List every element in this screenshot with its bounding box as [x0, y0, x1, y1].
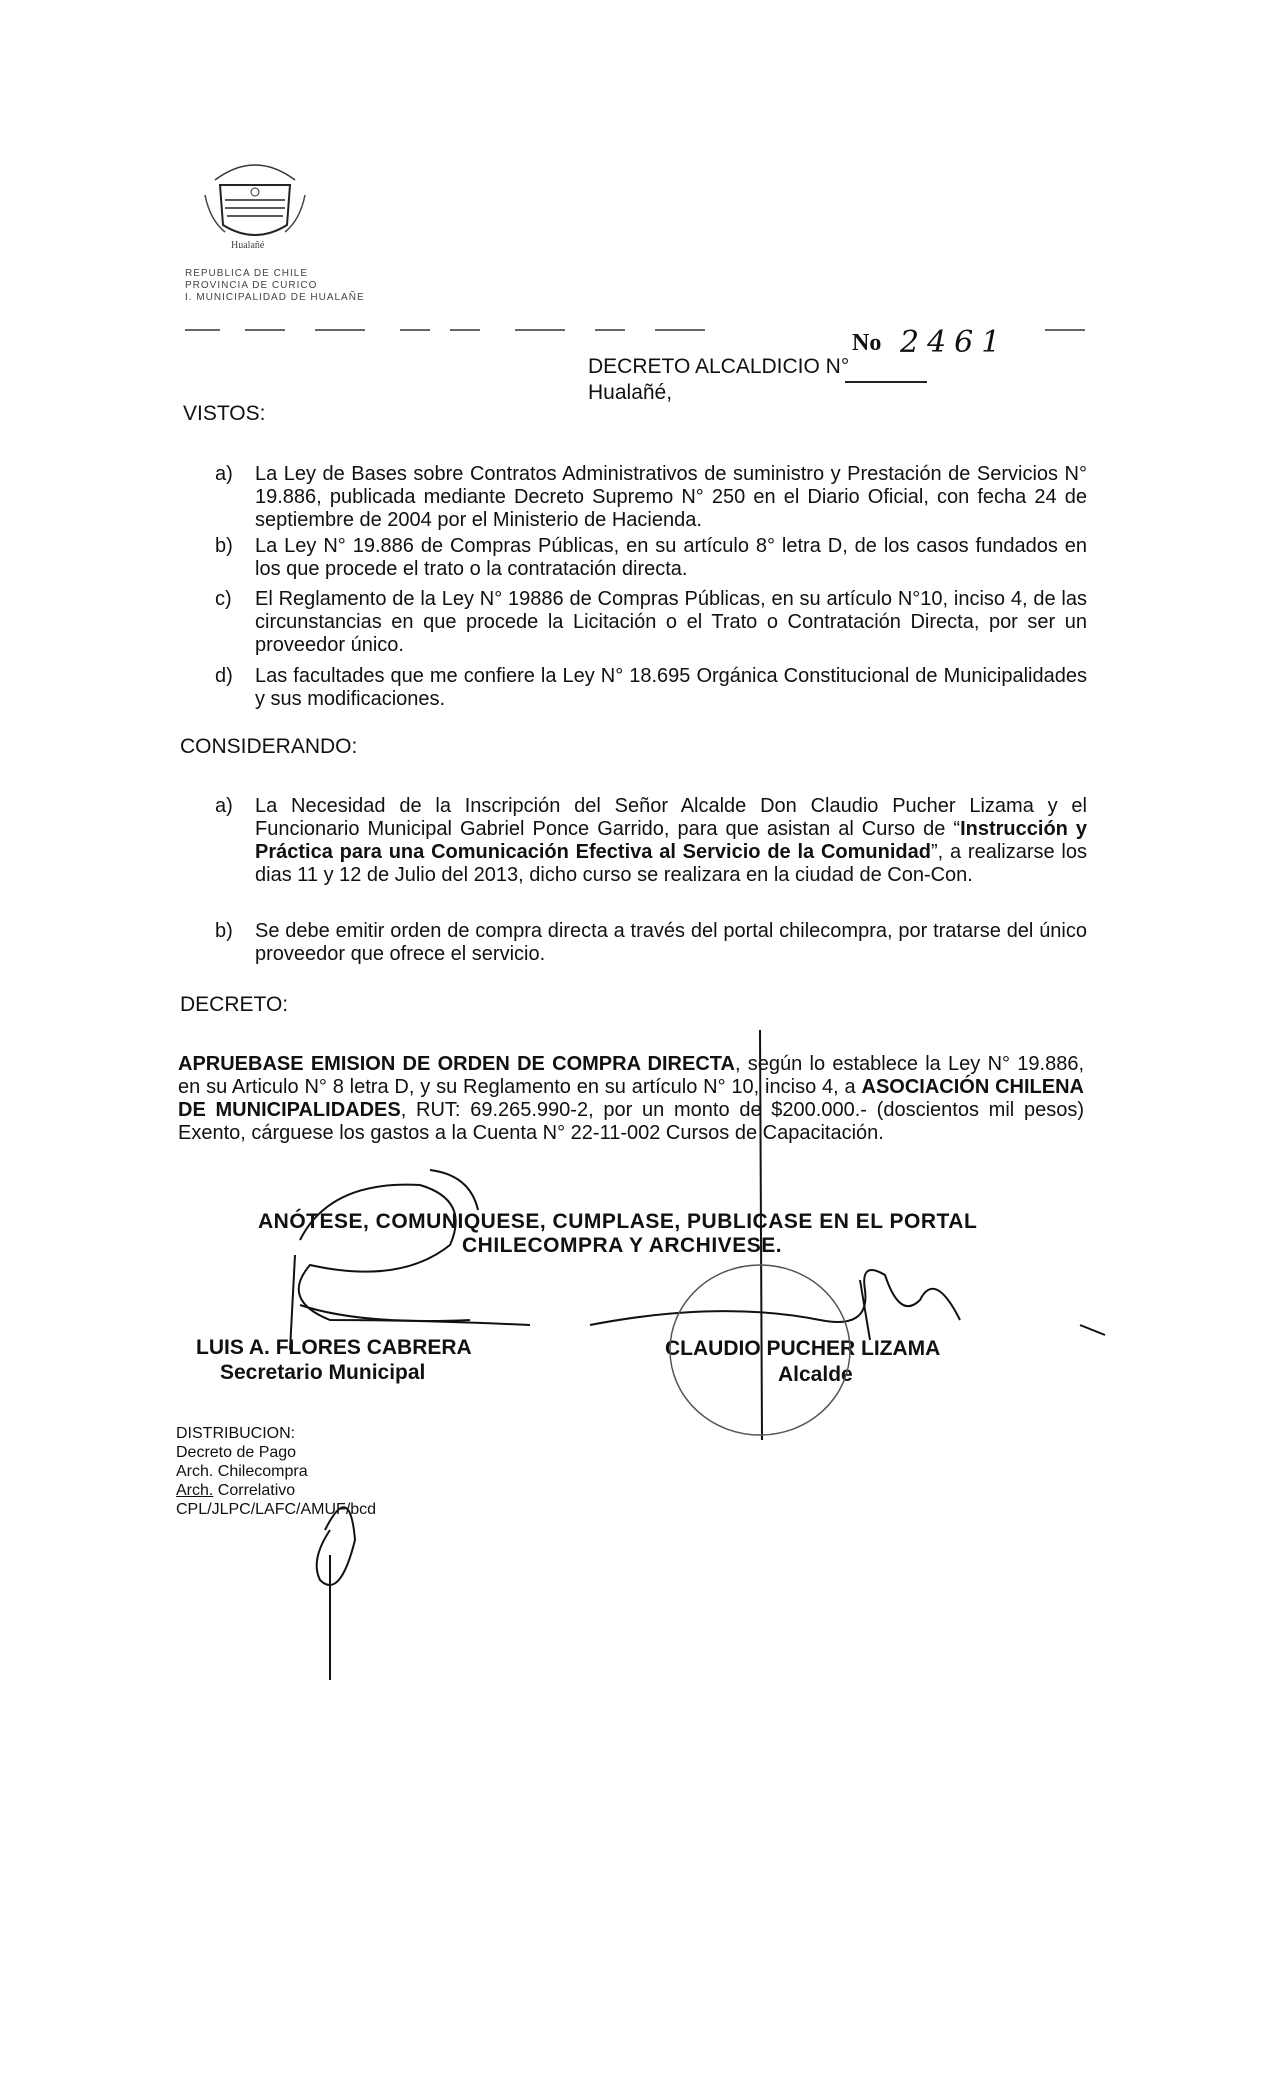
item-letter: a) — [215, 463, 233, 485]
stroke-mark — [430, 1170, 478, 1210]
item-letter: b) — [215, 535, 233, 557]
number-underline — [845, 381, 927, 383]
item-letter: b) — [215, 920, 233, 942]
mayor-signature-stroke — [1080, 1325, 1105, 1335]
item-letter: d) — [215, 665, 233, 687]
decree-number: 2461 — [900, 325, 1009, 360]
distribution-block — [176, 1424, 376, 1519]
letterhead-line: REPUBLICA DE CHILE — [185, 268, 309, 279]
distribution-line — [176, 1481, 376, 1500]
mayor-signature-stroke — [860, 1280, 870, 1340]
secretary-role: Secretario Municipal — [220, 1361, 426, 1384]
decreto-text: , RUT: 69.265.990-2, por un monto de $200.000.- (doscientos mil pesos) Exento, cárguese los gastos a la Cuenta N° 22-11-002 Cursos de Capacitación. — [178, 1099, 1084, 1144]
item-text: Las facultades que me confiere la Ley N° 18.695 Orgánica Constitucional de Municipalidades y sus modificaciones. — [255, 665, 1087, 710]
decreto-bold: APRUEBASE EMISION DE ORDEN DE COMPRA DIRECTA — [178, 1053, 735, 1075]
item-text — [255, 795, 1087, 887]
item-letter: c) — [215, 588, 232, 610]
course-name: Instrucción y Práctica para una Comunicación Efectiva al Servicio de la Comunidad — [255, 818, 1087, 863]
decree-number-prefix: No — [852, 330, 882, 356]
crest-caption: Hualañé — [231, 240, 265, 251]
distribution-text: Correlativo — [213, 1482, 296, 1499]
secretary-signature-stroke — [300, 1305, 470, 1321]
decreto-text: , según lo establece la Ley N° 19.886, en su Articulo N° 8 letra D, y su Reglamento en su artículo N° 10, inciso 4, a — [178, 1053, 1085, 1098]
mayor-signature-stroke — [590, 1270, 960, 1325]
item-text: La Ley de Bases sobre Contratos Administrativos de suministro y Prestación de Servicios N° 19.886, publicada mediante Decreto Supremo N° 250 en el Diario Oficial, con fecha 24 de septiembre de 2004 por el Ministerio de Hacienda. — [255, 463, 1087, 531]
distribution-initials: CPL/JLPC/LAFC/AMUF/bcd — [176, 1501, 377, 1518]
item-text: La Ley N° 19.886 de Compras Públicas, en su artículo 8° letra D, de los casos fundados en los que procede el trato o la contratación directa. — [255, 535, 1087, 580]
secretary-name: LUIS A. FLORES CABRERA — [196, 1336, 472, 1359]
item-text-part: ”, a realizarse los dias 11 y 12 de Julio del 2013, dicho curso se realizara en la ciudad de Con-Con. — [255, 841, 1087, 886]
closing-line: CHILECOMPRA Y ARCHIVESE. — [462, 1234, 783, 1257]
item-text: El Reglamento de la Ley N° 19886 de Compras Públicas, en su artículo N°10, inciso 4, de las circunstancias en que procede la Licitación o el Trato o Contratación Directa, por ser un proveedor único. — [255, 588, 1087, 656]
decree-title: DECRETO ALCALDICIO N° — [588, 355, 850, 378]
distribution-heading: DISTRIBUCION: — [176, 1425, 296, 1442]
decreto-bold: ASOCIACIÓN CHILENA DE MUNICIPALIDADES — [178, 1076, 1085, 1121]
considerando-heading: CONSIDERANDO: — [180, 735, 358, 758]
letterhead — [185, 268, 365, 304]
decree-place: Hualañé, — [588, 381, 673, 404]
item-letter: a) — [215, 795, 233, 817]
distribution-line: Arch. Chilecompra — [176, 1463, 308, 1480]
closing-line: ANÓTESE, COMUNIQUESE, CUMPLASE, PUBLICASE EN EL PORTAL — [258, 1210, 978, 1233]
mayor-name: CLAUDIO PUCHER LIZAMA — [665, 1337, 941, 1360]
letterhead-line: PROVINCIA DE CURICO — [185, 280, 318, 291]
item-text: Se debe emitir orden de compra directa a través del portal chilecompra, por tratarse del único proveedor que ofrece el servicio. — [255, 920, 1087, 965]
distribution-line: Decreto de Pago — [176, 1444, 297, 1461]
decreto-heading: DECRETO: — [180, 993, 289, 1016]
decreto-body — [178, 1053, 1084, 1145]
letterhead-line: I. MUNICIPALIDAD DE HUALAÑE — [185, 292, 365, 303]
vistos-heading: VISTOS: — [183, 402, 266, 425]
mayor-role: Alcalde — [778, 1363, 853, 1386]
distribution-underlined: Arch. — [176, 1482, 214, 1499]
item-text-part: La Necesidad de la Inscripción del Señor Alcalde Don Claudio Pucher Lizama y el Funcionario Municipal Gabriel Ponce Garrido, para que asistan al Curso de “ — [255, 795, 1087, 840]
